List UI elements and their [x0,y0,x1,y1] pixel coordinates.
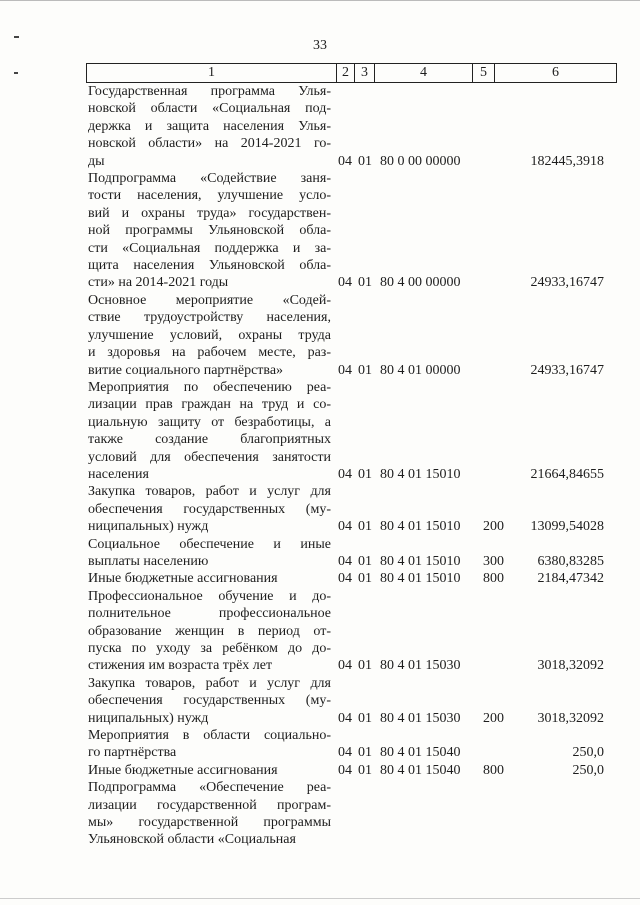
table-row [88,727,618,762]
row-name-line: Мероприятия в области социально- [88,728,331,744]
target-article-code: 80 4 01 15030 [380,658,461,674]
section-code: 04 [338,710,352,726]
row-name-line: также создание благоприятных [88,432,331,448]
section-code: 04 [338,762,352,778]
row-name-line: ниципальных) нужд [88,519,209,535]
row-name-line: улучшение условий, охраны труда [88,327,331,343]
row-codes [88,466,618,483]
section-code: 04 [338,153,352,169]
scan-edge-bottom [0,898,640,899]
row-name-line: полнительное профессиональное [88,606,331,622]
amount: 21664,84655 [530,466,604,482]
row-name-line: Закупка товаров, работ и услуг для [88,484,331,500]
section-code: 04 [338,362,352,378]
row-name-line: Социальное обеспечение и иные [88,536,331,552]
amount: 3018,32092 [537,710,604,726]
row-name-line: новской области» на 2014-2021 го- [88,136,331,152]
subsection-code: 01 [358,519,372,535]
amount: 24933,16747 [530,362,604,378]
amount: 250,0 [572,745,604,761]
amount: 2184,47342 [537,571,604,587]
target-article-code: 80 4 01 15010 [380,571,461,587]
subsection-code: 01 [358,658,372,674]
row-name-line: мы» государственной программы [88,815,331,831]
amount: 3018,32092 [537,658,604,674]
amount: 250,0 [572,762,604,778]
section-code: 04 [338,466,352,482]
header-col-2: 2 [337,64,355,83]
header-col-1: 1 [87,64,337,83]
row-codes [88,518,618,535]
scan-mark-left-2 [14,72,18,74]
row-codes [88,362,618,379]
row-name-line: щита населения Ульяновской обла- [88,258,331,274]
expense-type-code: 200 [483,519,504,535]
target-article-code: 80 4 01 15010 [380,519,461,535]
subsection-code: 01 [358,553,372,569]
table-row [88,588,618,675]
row-name-line: новской области «Социальная под- [88,101,331,117]
section-code: 04 [338,553,352,569]
target-article-code: 80 4 01 15010 [380,553,461,569]
row-name-line: вий и охраны труда» государствен- [88,205,331,221]
row-name-line: Иные бюджетные ассигнования [88,762,278,778]
table-row [88,675,618,727]
row-name-line: циальную защиту от безработицы, а [88,414,331,430]
expense-type-code: 800 [483,571,504,587]
amount: 6380,83285 [537,553,604,569]
row-name-line: Государственная программа Улья- [88,84,331,99]
header-col-4: 4 [375,64,473,83]
header-col-5: 5 [473,64,495,83]
row-name-line: Подпрограмма «Содействие заня- [88,171,331,187]
subsection-code: 01 [358,466,372,482]
target-article-code: 80 4 01 15010 [380,466,461,482]
row-name-line: Закупка товаров, работ и услуг для [88,675,331,691]
row-name-line: держка и защита населения Улья- [88,118,331,134]
row-name-line: ды [88,153,105,169]
subsection-code: 01 [358,275,372,291]
table-row [88,292,618,379]
subsection-code: 01 [358,362,372,378]
row-codes [88,744,618,761]
row-name-line: ной программы Ульяновской обла- [88,223,331,239]
column-header-row [86,63,617,83]
table-row [88,779,618,849]
row-codes [88,710,618,727]
row-name-line: тости населения, улучшение усло- [88,188,331,204]
row-codes [88,153,618,170]
row-name-line: обеспечения государственных (му- [88,693,331,709]
row-name-line: сти «Социальная поддержка и за- [88,240,331,256]
expense-type-code: 800 [483,762,504,778]
target-article-code: 80 4 01 15040 [380,762,461,778]
subsection-code: 01 [358,571,372,587]
row-codes [88,570,618,587]
expense-type-code: 300 [483,553,504,569]
table-row [88,536,618,571]
section-code: 04 [338,275,352,291]
subsection-code: 01 [358,153,372,169]
row-name-line: стижения им возраста трёх лет [88,658,273,674]
row-name-line: Профессиональное обучение и до- [88,588,331,604]
row-name-line: обеспечения государственных (му- [88,501,331,517]
section-code: 04 [338,571,352,587]
subsection-code: 01 [358,745,372,761]
row-name-line: населения [88,466,149,482]
table-row [88,483,618,535]
scan-edge-top [0,0,640,1]
row-codes [88,762,618,779]
table-row [88,570,618,587]
row-name-line: Иные бюджетные ассигнования [88,571,278,587]
target-article-code: 80 4 01 15040 [380,745,461,761]
section-code: 04 [338,745,352,761]
row-name-line: Ульяновской области «Социальная [88,832,296,848]
row-codes [88,831,618,848]
table-row [88,170,618,292]
row-name-line: лизации государственной програм- [88,797,331,813]
subsection-code: 01 [358,762,372,778]
row-name-line: Мероприятия по обеспечению реа- [88,379,331,395]
row-name-line: Основное мероприятие «Содей- [88,292,331,308]
header-col-3: 3 [355,64,375,83]
amount: 24933,16747 [530,275,604,291]
row-name-line: ниципальных) нужд [88,710,209,726]
target-article-code: 80 4 01 00000 [380,362,461,378]
row-name-line: пуска по уходу за ребёнком до до- [88,641,331,656]
header-col-6: 6 [495,64,617,83]
target-article-code: 80 4 01 15030 [380,710,461,726]
amount: 182445,3918 [530,153,604,169]
table-row [88,83,618,170]
row-codes [88,274,618,291]
row-name-line: лизации прав граждан на труд и со- [88,397,331,413]
row-name-line: выплаты населению [88,553,209,569]
budget-table-body [88,83,618,849]
section-code: 04 [338,519,352,535]
table-row [88,762,618,779]
row-name-line: сти» на 2014-2021 годы [88,275,229,291]
target-article-code: 80 0 00 00000 [380,153,461,169]
row-name-line: и здоровья на рабочем месте, раз- [88,345,331,361]
row-name-line: го партнёрства [88,745,177,761]
target-article-code: 80 4 00 00000 [380,275,461,291]
row-name-line: витие социального партнёрства» [88,362,284,378]
row-codes [88,657,618,674]
row-name-line: образование женщин в период от- [88,623,331,639]
row-codes [88,553,618,570]
table-row [88,379,618,483]
amount: 13099,54028 [530,519,604,535]
row-name-line: Подпрограмма «Обеспечение реа- [88,780,331,796]
expense-type-code: 200 [483,710,504,726]
section-code: 04 [338,658,352,674]
row-name-line: условий для обеспечения занятости [88,449,331,465]
row-name-line: ствие трудоустройству населения, [88,310,331,326]
page-number: 33 [313,38,327,53]
subsection-code: 01 [358,710,372,726]
